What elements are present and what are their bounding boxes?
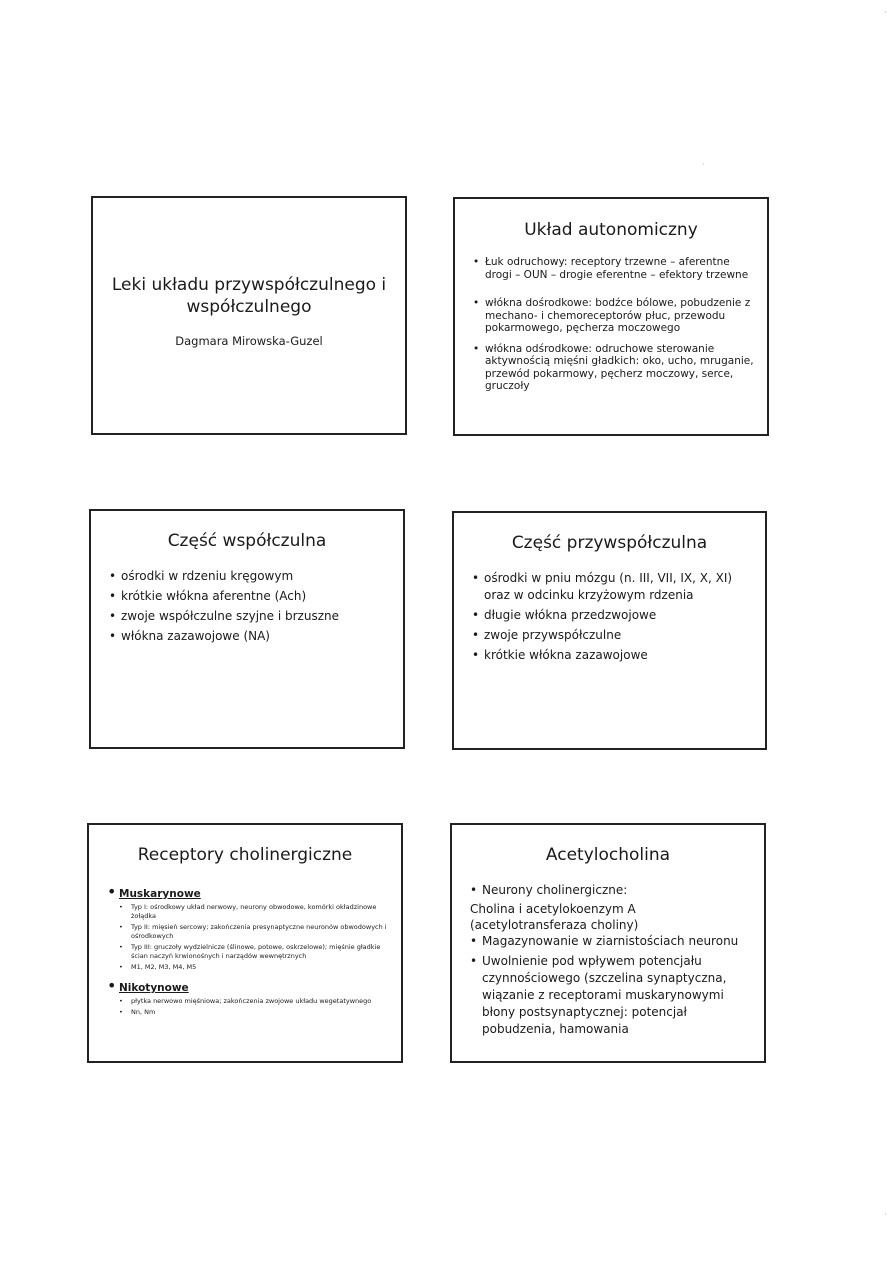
list-item: • ośrodki w rdzeniu kręgowym — [109, 568, 394, 585]
sub-list — [119, 903, 389, 972]
list-item: • ośrodki w pniu mózgu (n. III, VII, IX, X, XI) oraz w odcinku krzyżowym rdzenia — [472, 570, 754, 604]
sub-item: • Nn, Nm — [119, 1008, 389, 1017]
slide-6-list-b — [470, 933, 752, 1041]
list-item: • długie włókna przedzwojowe — [472, 607, 754, 624]
slide-czesc-przywspolczulna — [452, 511, 767, 750]
group-heading: Muskarynowe — [119, 888, 201, 900]
sub-list — [119, 997, 389, 1017]
sub-item: • M1, M2, M3, M4, M5 — [119, 963, 389, 972]
receptor-group-nikotynowe — [107, 976, 389, 1017]
list-item: • włókna zazawojowe (NA) — [109, 628, 394, 645]
plain-line: Cholina i acetylokoenzym A (acetylotransferaza choliny) — [470, 902, 639, 932]
slide-4-title: Część przywspółczulna — [511, 533, 708, 553]
slide-6-list-a — [470, 882, 752, 902]
slide-5-list — [107, 882, 389, 1021]
scan-speck: · — [884, 1210, 887, 1219]
receptor-group-muskarynowe — [107, 882, 389, 972]
sub-item: • Typ II: mięsień sercowy; zakończenia presynaptyczne neuronów obwodowych i ośrodkowych — [119, 923, 389, 941]
slide-title — [91, 196, 407, 435]
slide-2-title: Układ autonomiczny — [524, 220, 698, 240]
scan-speck: · — [884, 8, 887, 17]
list-item: • krótkie włókna aferentne (Ach) — [109, 588, 394, 605]
slide-receptory-cholinergiczne — [87, 823, 403, 1063]
list-item: • zwoje przywspółczulne — [472, 627, 754, 644]
author: Dagmara Mirowska-Guzel — [175, 334, 323, 348]
slide-acetylocholina — [450, 823, 766, 1063]
slide-2-list — [473, 256, 755, 401]
list-item: • Magazynowanie w ziarnistościach neuronu — [470, 933, 752, 950]
slide-czesc-wspolczulna — [89, 509, 405, 749]
slide-3-title: Część współczulna — [167, 531, 327, 551]
group-heading: Nikotynowe — [119, 982, 189, 994]
slide-4-list — [472, 570, 754, 667]
list-item: • włókna dośrodkowe: bodźce bólowe, pobudzenie z mechano- i chemoreceptorów płuc, przewodu pokarmowego, pęcherza moczowego — [473, 297, 755, 335]
sub-item: • Typ III: gruczoły wydzielnicze (ślinowe, potowe, oskrzelowe); mięśnie gładkie ścian naczyń krwionośnych i narządów wewnętrznych — [119, 943, 389, 961]
slide-3-list — [109, 568, 394, 648]
sub-item: • Typ I: ośrodkowy układ nerwowy, neurony obwodowe, komórki okładzinowe żołądka — [119, 903, 389, 921]
slide-5-title: Receptory cholinergiczne — [137, 845, 353, 865]
list-item: • włókna odśrodkowe: odruchowe sterowanie aktywnością mięśni gładkich: oko, ucho, mruganie, przewód pokarmowy, pęcherz moczowy, serce, gruczoły — [473, 343, 755, 393]
sub-item: • płytka nerwowo mięśniowa; zakończenia zwojowe układu wegetatywnego — [119, 997, 389, 1006]
list-item: • Neurony cholinergiczne: — [470, 882, 752, 899]
list-item: • Uwolnienie pod wpływem potencjału czynnościowego (szczelina synaptyczna, wiązanie z receptorami muskarynowymi błony postsynaptycznej: potencjał pobudzenia, hamowania — [470, 953, 752, 1038]
slide-uklad-autonomiczny — [453, 197, 769, 436]
slide-6-title: Acetylocholina — [545, 845, 671, 865]
list-item: • Łuk odruchowy: receptory trzewne – aferentne drogi – OUN – drogie eferentne – efektory trzewne — [473, 256, 755, 281]
scan-speck: · — [702, 160, 705, 169]
list-item: • zwoje współczulne szyjne i brzuszne — [109, 608, 394, 625]
list-item: • krótkie włókna zazawojowe — [472, 647, 754, 664]
slide-1-title: Leki układu przywspółczulnego i współczulnego — [111, 275, 387, 317]
